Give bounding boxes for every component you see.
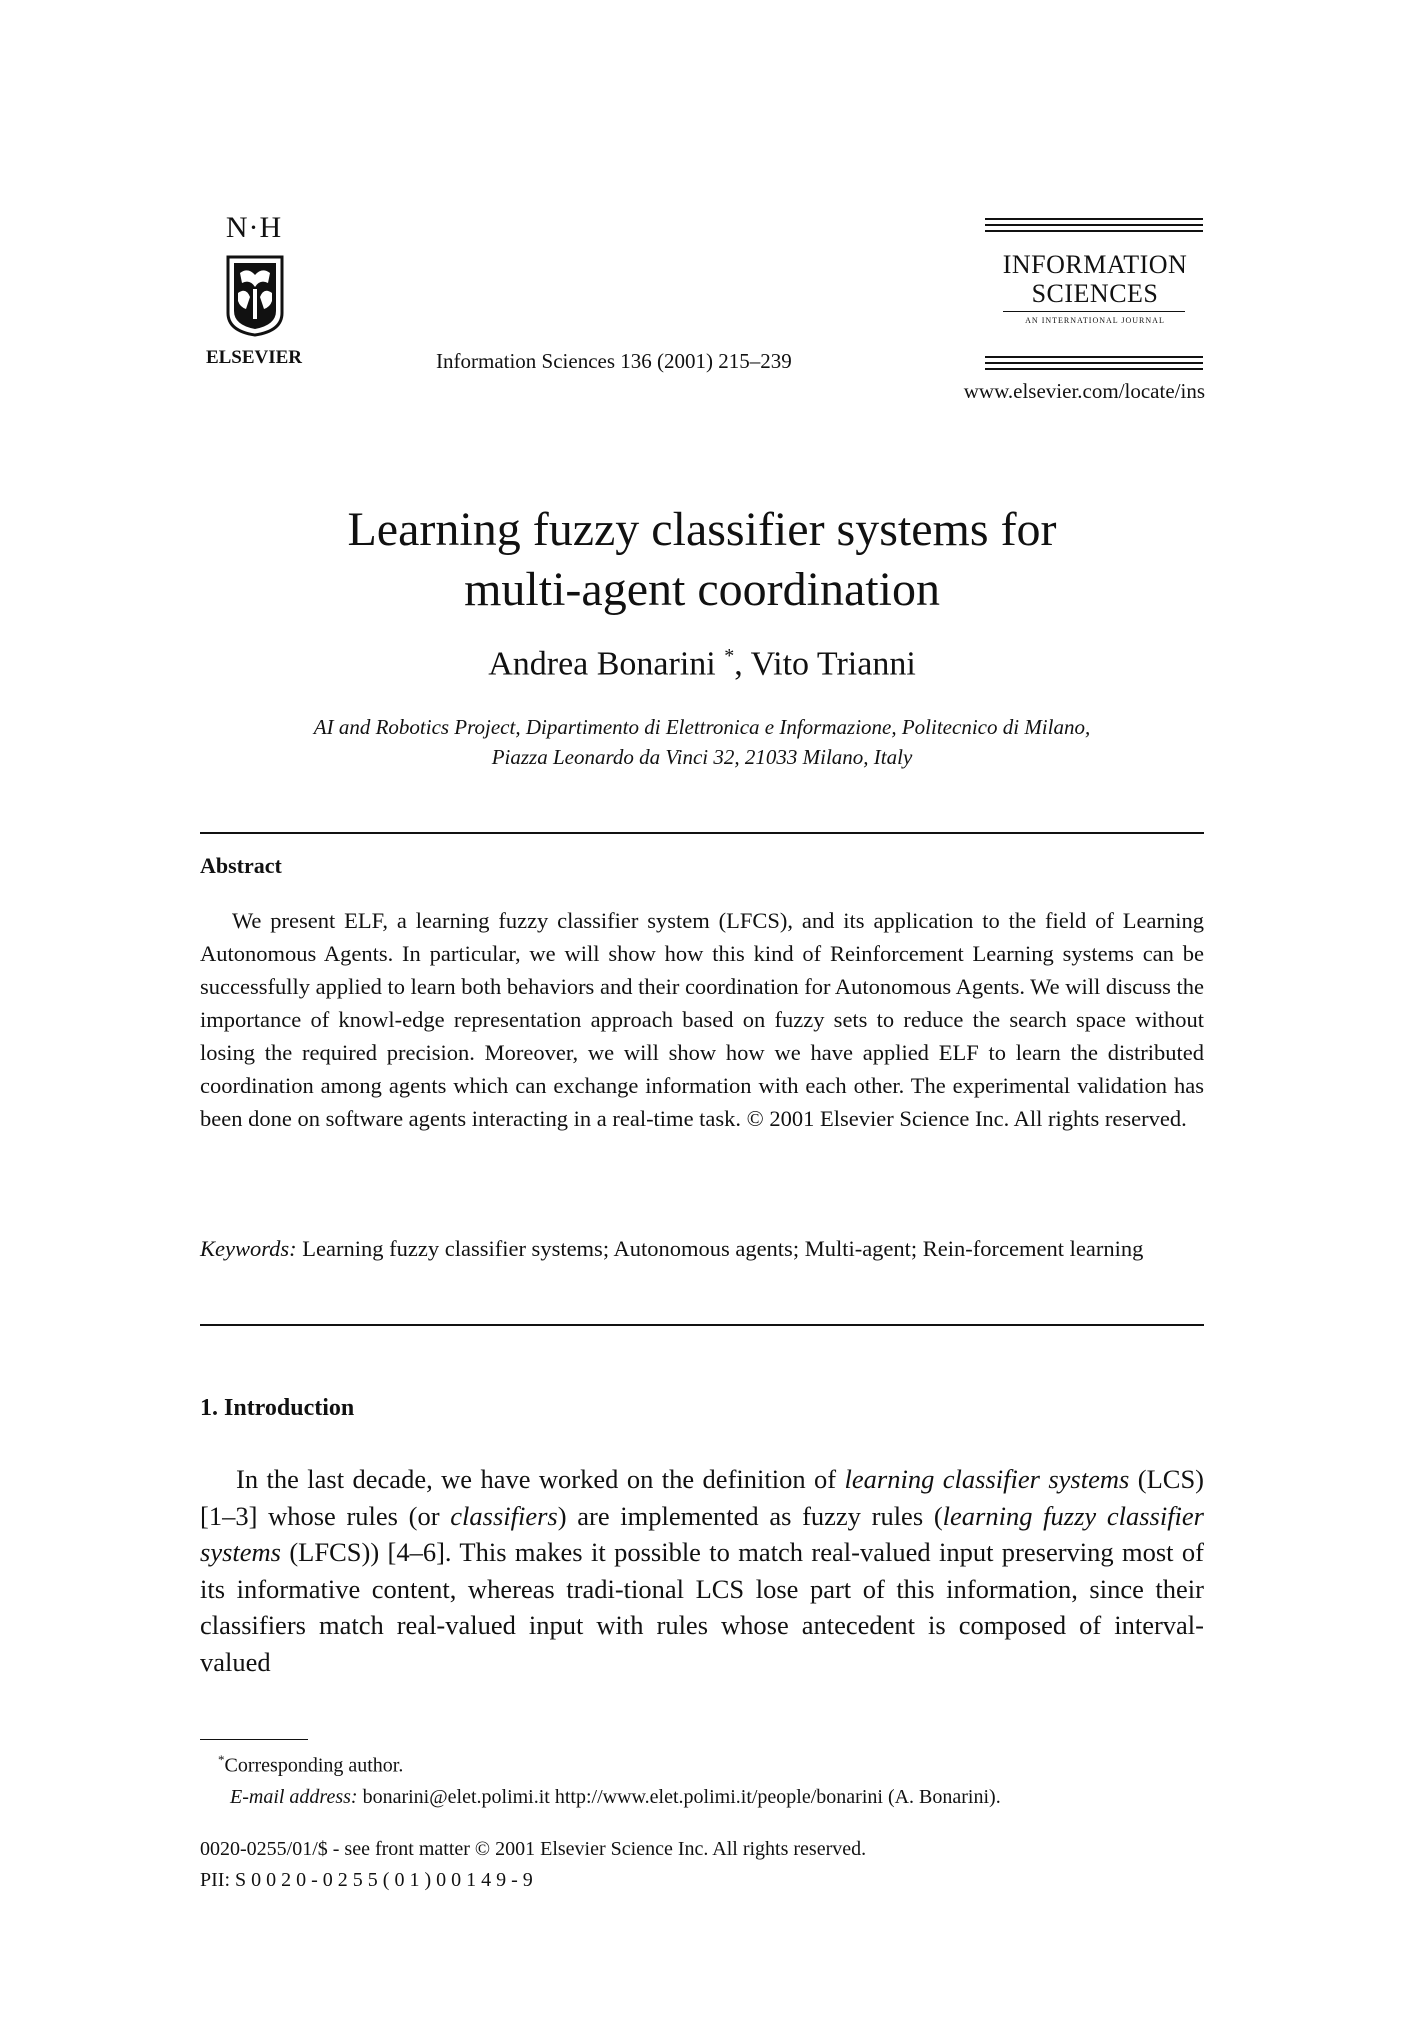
footnote-rule xyxy=(200,1739,308,1740)
pii-line: PII: S 0 0 2 0 - 0 2 5 5 ( 0 1 ) 0 0 1 4 9 - 9 xyxy=(200,1869,533,1891)
affiliation-line: Piazza Leonardo da Vinci 32, 21033 Milano, Italy xyxy=(491,745,913,769)
issn-line: 0020-0255/01/$ - see front matter © 2001 Elsevier Science Inc. All rights reserved. xyxy=(200,1838,867,1860)
title-line: multi-agent coordination xyxy=(464,563,940,616)
author-list xyxy=(200,645,1204,683)
intro-italic-term: learning classifier systems xyxy=(844,1464,1130,1494)
footnote-text: Corresponding author. xyxy=(224,1754,404,1777)
intro-paragraph xyxy=(200,1461,1204,1680)
footnote-email xyxy=(230,1786,1001,1809)
intro-italic-term: classifiers xyxy=(450,1500,558,1531)
elsevier-tree-icon xyxy=(220,253,290,337)
masthead-rule xyxy=(985,224,1203,226)
journal-subtitle: AN INTERNATIONAL JOURNAL xyxy=(1025,316,1165,325)
author-separator: , xyxy=(734,645,751,683)
masthead-rule xyxy=(985,218,1203,220)
abstract-heading: Abstract xyxy=(200,853,282,878)
email-label: E-mail address: xyxy=(230,1786,358,1808)
masthead-rule xyxy=(985,368,1203,370)
nh-logo-mark: N·H xyxy=(225,211,283,244)
footnote-mark: * xyxy=(218,1752,225,1767)
keywords-label: Keywords: xyxy=(200,1236,297,1261)
paper-title xyxy=(200,500,1204,620)
section-divider xyxy=(200,1324,1204,1326)
intro-text-segment: (LFCS)) [4–6]. This makes it possible to match real-valued input preserving most of its informative content, whereas tradi-tional LCS lose part of this information, since their classifiers match real-valued input with rules whose antecedent is composed of interval-valued xyxy=(200,1537,1204,1677)
intro-text-segment: In the last decade, we have worked on the definition of xyxy=(236,1464,845,1494)
keywords-list: Learning fuzzy classifier systems; Autonomous agents; Multi-agent; Rein-forcement learning xyxy=(302,1236,1144,1261)
journal-title-line1: INFORMATION xyxy=(1002,250,1188,279)
masthead-rule xyxy=(985,230,1203,232)
email-text: bonarini@elet.polimi.it http://www.elet.polimi.it/people/bonarini (A. Bonarini). xyxy=(362,1786,1001,1808)
intro-italic-term: learning fuzzy classifier systems xyxy=(200,1500,1204,1567)
author-name: Andrea Bonarini xyxy=(488,645,716,683)
journal-url: www.elsevier.com/locate/ins xyxy=(963,379,1205,403)
journal-citation: Information Sciences 136 (2001) 215–239 xyxy=(436,349,792,373)
keywords xyxy=(200,1232,1204,1265)
masthead-rule xyxy=(985,356,1203,358)
section-heading: 1. Introduction xyxy=(200,1395,355,1421)
journal-title-line2: SCIENCES xyxy=(1031,279,1159,308)
intro-text-segment: (LCS) [1–3] whose rules (or xyxy=(200,1464,1205,1531)
affiliation xyxy=(200,712,1204,772)
masthead-subrule xyxy=(1003,311,1185,312)
publisher-name: ELSEVIER xyxy=(205,347,303,368)
footnote-corresponding xyxy=(218,1752,403,1778)
publisher-logo xyxy=(198,213,310,373)
masthead-rule xyxy=(985,362,1203,364)
corresponding-author-mark: * xyxy=(724,645,735,667)
author-name: Vito Trianni xyxy=(750,645,916,683)
section-divider xyxy=(200,832,1204,834)
title-line: Learning fuzzy classifier systems for xyxy=(347,503,1057,556)
intro-text-segment: ) are implemented as fuzzy rules ( xyxy=(557,1500,943,1531)
abstract-text: We present ELF, a learning fuzzy classifier system (LFCS), and its application to the field of Learning Autonomous Agents. In particular, we will show how this kind of Reinforcement Learning systems can be successfully applied to learn both behaviors and their coordination for Autonomous Agents. We will discuss the importance of knowl-edge representation approach based on fuzzy sets to reduce the search space without losing the required precision. Moreover, we will show how we have applied ELF to learn the distributed coordination among agents which can exchange information with each other. The experimental validation has been done on software agents interacting in a real-time task. © 2001 Elsevier Science Inc. All rights reserved. xyxy=(200,908,1204,1131)
affiliation-line: AI and Robotics Project, Dipartimento di Elettronica e Informazione, Politecnico di Milano, xyxy=(313,715,1091,739)
